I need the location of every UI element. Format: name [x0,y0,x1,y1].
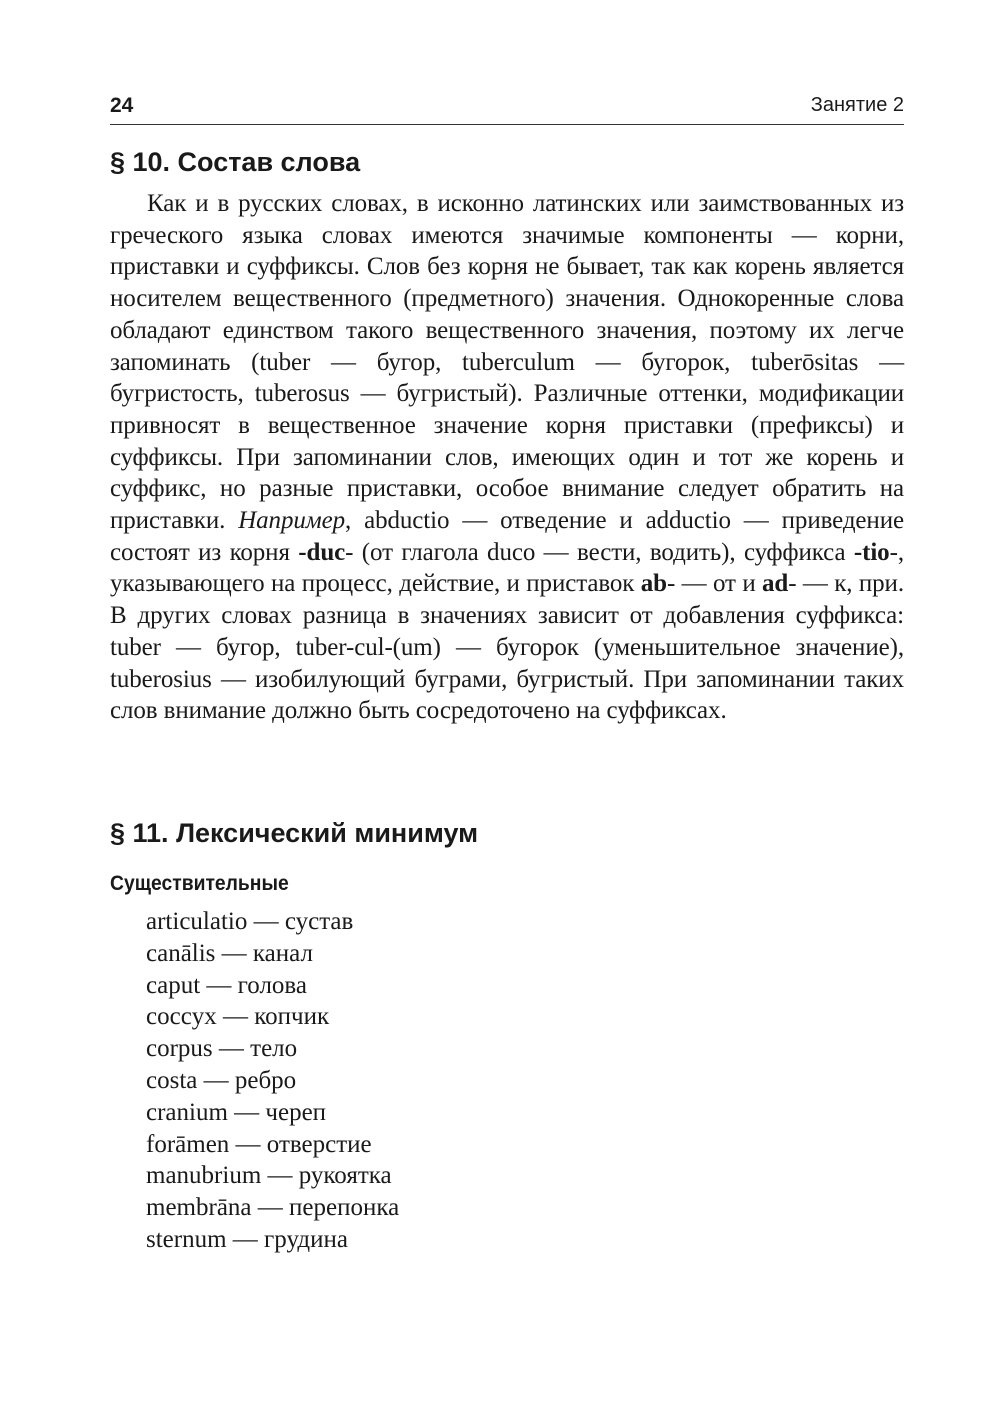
page-header [110,90,904,125]
running-head: Занятие 2 [810,94,904,116]
text-run: - — к, при. В других словах разница в значениях зависит от добавления суффикса: tuber — бугор, tuber-cul-(um) — бугорок (уменьшительное значение), tuberosius — изобилующий буграми, бугристый. При запоминании таких слов внимание должно быть сосредоточено на суффиксах. [110,570,904,725]
vocabulary-list [146,906,399,1256]
vocab-item: costa — ребро [146,1066,297,1094]
text-run: - — от и [666,570,763,598]
text-run: , abductio — отведение и adductio — приведение состоят из корня [110,507,904,566]
vocab-item: articulatio — сустав [146,908,354,935]
text-run: -, указывающего на процесс, действие, и приставок [110,538,904,598]
vocab-item: caput — голова [146,971,307,999]
vocab-item: coccyx — копчик [146,1003,330,1031]
vocab-item: corpus — тело [146,1035,298,1063]
vocab-item: manubrium — рукоятка [146,1162,392,1190]
emphasis-run: Например [238,507,346,535]
section-10-paragraph [110,188,904,727]
vocab-item: cranium — череп [146,1098,327,1126]
emphasis-run: ad [762,570,789,598]
text-run: - (от глагола duco — вести, водить), суффикса [345,538,854,566]
section-10-title: § 10. Состав слова [110,147,361,177]
emphasis-run: ab [640,570,667,598]
vocab-item: membrāna — перепонка [146,1194,400,1222]
section-11-title: § 11. Лексический минимум [110,818,479,848]
vocab-item: sternum — грудина [146,1225,348,1253]
emphasis-run: -tio [853,538,890,566]
vocab-item: forāmen — отверстие [146,1130,372,1158]
nouns-subheading: Существительные [110,872,289,895]
text-run: Как и в русских словах, в исконно латинских или заимствованных из греческого языка словах имеются значимые компоненты — корни, приставки и суффиксы. Слов без корня не бывает, так как корень является носителем вещественного (предметного) значения. Однокоренные слова обладают единством такого вещественного значения, поэтому их легче запоминать (tuber — бугор, tuberculum — бугорок, tuberōsitas — бугристость, tuberosus — бугристый). Различные оттенки, модификации привносят в вещественное значение корня приставки (префиксы) и суффиксы. При запоминании слов, имеющих один и тот же корень и суффикс, но разные приставки, особое внимание следует обратить на приставки. [110,190,904,535]
page-number: 24 [110,94,134,117]
vocab-item: canālis — канал [146,939,313,967]
emphasis-run: -duc [298,538,346,566]
